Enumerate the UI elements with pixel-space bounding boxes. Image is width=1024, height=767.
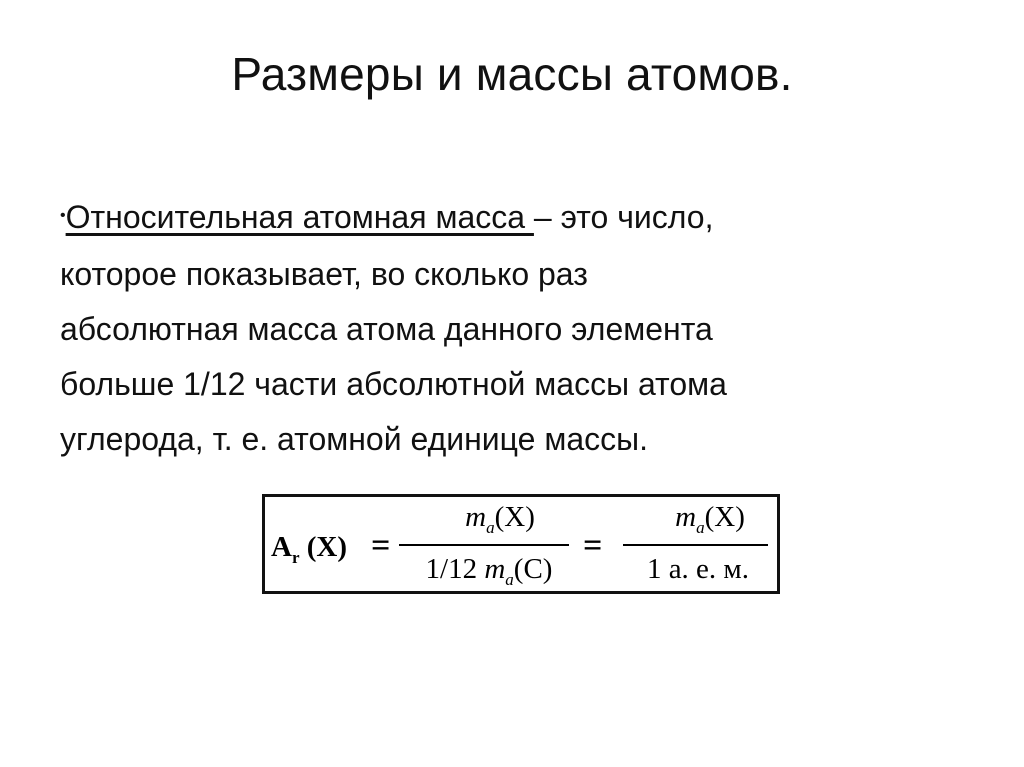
slide-title: Размеры и массы атомов. [231, 48, 793, 100]
definition-line-5: углерода, т. е. атомной единице массы. [60, 421, 648, 458]
bullet-point: • [60, 207, 66, 225]
frac1-num-sub: a [486, 517, 495, 537]
fraction-1-bar [399, 544, 569, 546]
definition-line-2: которое показывает, во сколько раз [60, 256, 588, 293]
formula-equals-1: = [371, 527, 391, 564]
frac1-den-arg: (C) [513, 553, 553, 585]
fraction-2-denominator: 1 а. е. м. [646, 553, 750, 585]
fraction-2-bar [623, 544, 768, 546]
frac1-num-arg: (X) [494, 501, 535, 533]
fraction-2-numerator [645, 501, 775, 538]
frac2-num-m: m [675, 501, 697, 533]
frac1-den-sub: a [505, 569, 514, 589]
fraction-1-numerator [425, 501, 575, 538]
definition-paragraph [60, 190, 960, 467]
formula-lhs-symbol: A [271, 531, 292, 563]
formula-equals-2: = [583, 527, 603, 564]
formula-lhs-argument: (X) [299, 531, 348, 563]
definition-line-1-rest: – это число, [533, 199, 714, 235]
frac2-num-sub: a [696, 517, 705, 537]
definition-line-4: больше 1/12 части абсолютной массы атома [60, 366, 727, 403]
formula-lhs-subscript: r [291, 547, 300, 567]
frac1-num-m: m [465, 501, 487, 533]
frac1-den-m: m [484, 553, 506, 585]
formula-lhs [271, 531, 347, 568]
fraction-1-denominator [399, 553, 579, 590]
defined-term: Относительная атомная масса [65, 199, 534, 235]
frac1-den-prefix: 1/12 [425, 553, 485, 585]
definition-line-1 [60, 190, 960, 247]
definition-line-3: абсолютная масса атома данного элемента [60, 311, 713, 348]
formula-box [262, 494, 780, 594]
frac2-num-arg: (X) [704, 501, 745, 533]
